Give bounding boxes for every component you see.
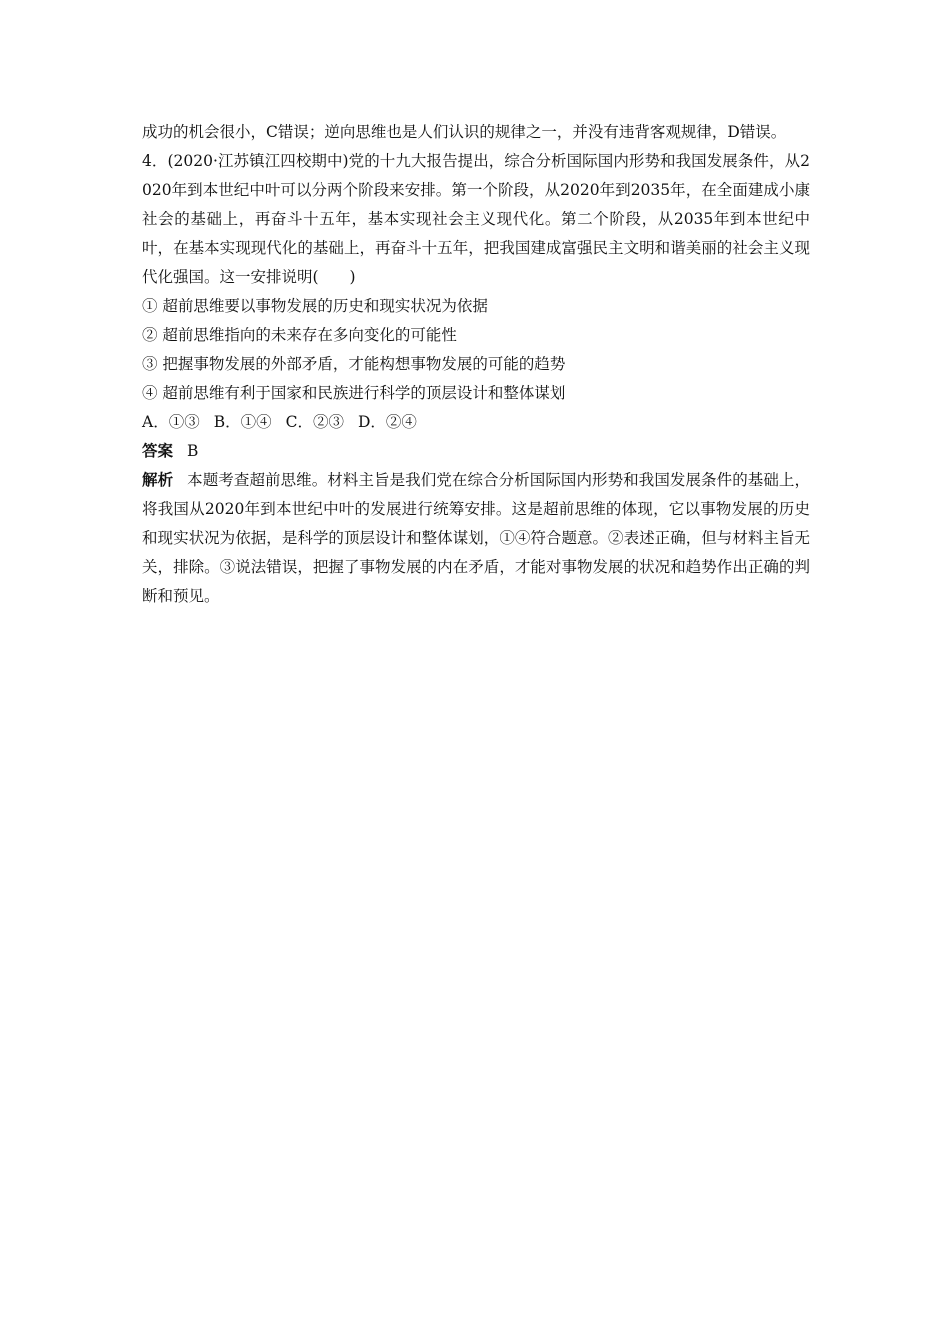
choice-d: D．②④ [357, 413, 417, 431]
analysis-text: 本题考查超前思维。材料主旨是我们党在综合分析国际国内形势和我国发展条件的基础上，将我国从2020年到本世纪中叶的发展进行统筹安排。这是超前思维的体现，它以事物发展的历史和现实状况为依据，是科学的顶层设计和整体谋划，①④符合题意。②表述正确，但与材料主旨无关，排除。③说法错误，把握了事物发展的内在矛盾，才能对事物发展的状况和趋势作出正确的判断和预见。 [142, 471, 810, 605]
answer-label: 答案 [142, 442, 174, 460]
question-4 [142, 147, 810, 292]
analysis-label: 解析 [142, 471, 174, 489]
statement-3: ③ 把握事物发展的外部矛盾，才能构想事物发展的可能的趋势 [142, 355, 566, 373]
choice-a: A．①③ [142, 413, 200, 431]
choice-b: B．①④ [213, 413, 272, 431]
statement-4: ④ 超前思维有利于国家和民族进行科学的顶层设计和整体谋划 [142, 384, 566, 402]
answer-line [142, 437, 810, 466]
question-source: (2020·江苏镇江四校期中) [167, 152, 349, 170]
question-stem: 党的十九大报告提出，综合分析国际国内形势和我国发展条件，从2020年到本世纪中叶可以分两个阶段来安排。第一个阶段，从2020年到2035年，在全面建成小康社会的基础上，再奋斗十五年，基本实现社会主义现代化。第二个阶段，从2035年到本世纪中叶，在基本实现现代化的基础上，再奋斗十五年，把我国建成富强民主文明和谐美丽的社会主义现代化强国。这一安排说明( ) [142, 152, 810, 286]
statement-2: ② 超前思维指向的未来存在多向变化的可能性 [142, 326, 457, 344]
answer-choices [142, 408, 810, 437]
document-page [142, 118, 810, 611]
analysis-paragraph [142, 466, 810, 611]
previous-explanation-continuation: 成功的机会很小，C错误；逆向思维也是人们认识的规律之一，并没有违背客观规律，D错误。 [142, 123, 787, 141]
answer-value: B [187, 442, 199, 460]
choice-c: C．②③ [285, 413, 344, 431]
question-number: 4． [142, 152, 168, 170]
statement-1: ① 超前思维要以事物发展的历史和现实状况为依据 [142, 297, 488, 315]
